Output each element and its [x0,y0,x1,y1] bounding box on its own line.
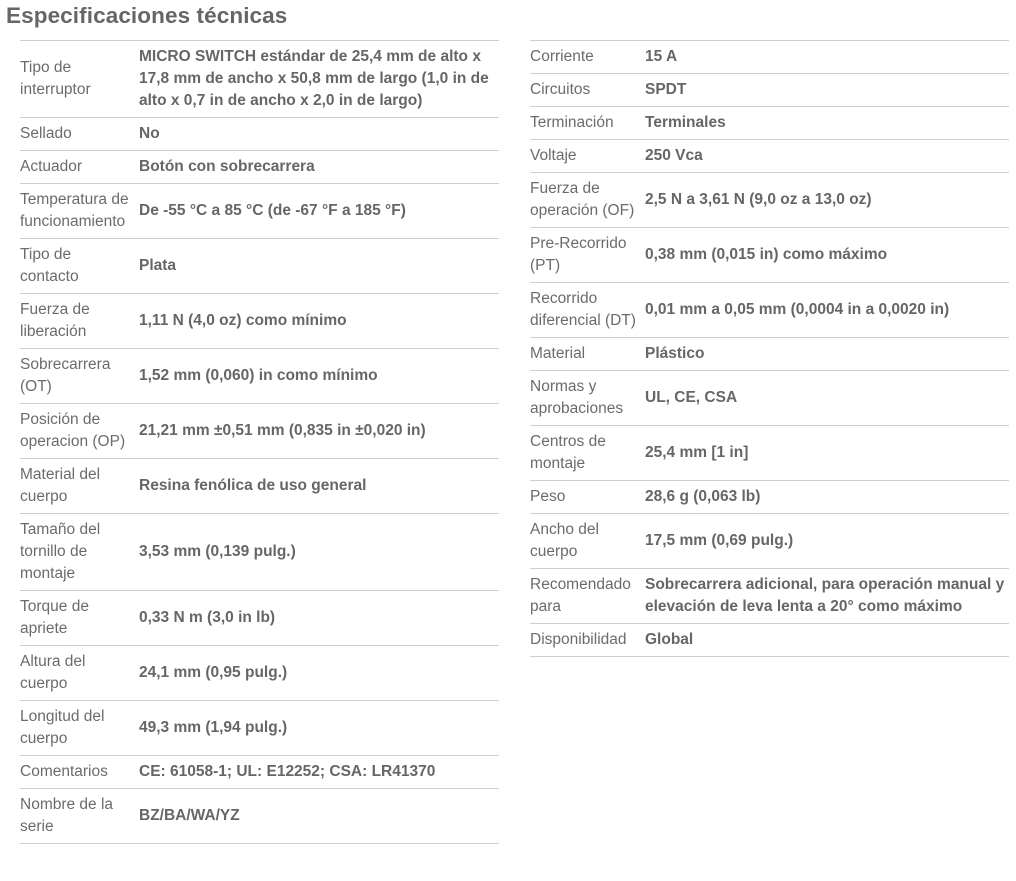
spec-row [20,404,499,459]
spec-label: Centros de montaje [530,426,645,481]
spec-value: 25,4 mm [1 in] [645,426,1009,481]
spec-value: 15 A [645,41,1009,74]
spec-row [530,426,1009,481]
spec-value: 1,52 mm (0,060) in como mínimo [139,349,499,404]
spec-value: CE: 61058-1; UL: E12252; CSA: LR41370 [139,756,499,789]
spec-label: Sobrecarrera (OT) [20,349,139,404]
spec-value: 21,21 mm ±0,51 mm (0,835 in ±0,020 in) [139,404,499,459]
spec-row [530,107,1009,140]
spec-value: MICRO SWITCH estándar de 25,4 mm de alto x 17,8 mm de ancho x 50,8 mm de largo (1,0 in de alto x 0,7 in de ancho x 2,0 in de largo) [139,41,499,118]
spec-row [20,239,499,294]
spec-row [530,41,1009,74]
spec-label: Material del cuerpo [20,459,139,514]
spec-row [20,41,499,118]
spec-row [20,591,499,646]
spec-row [20,789,499,844]
spec-value: SPDT [645,74,1009,107]
spec-label: Disponibilidad [530,624,645,657]
spec-row [20,756,499,789]
spec-label: Tipo de interruptor [20,41,139,118]
spec-value: De -55 °C a 85 °C (de -67 °F a 185 °F) [139,184,499,239]
spec-row [530,371,1009,426]
spec-row [530,74,1009,107]
spec-label: Voltaje [530,140,645,173]
spec-column-left [20,40,499,844]
spec-row [20,118,499,151]
spec-row [530,569,1009,624]
spec-value: Plata [139,239,499,294]
spec-row [20,294,499,349]
spec-value: UL, CE, CSA [645,371,1009,426]
spec-row [530,624,1009,657]
spec-label: Ancho del cuerpo [530,514,645,569]
spec-value: Resina fenólica de uso general [139,459,499,514]
spec-row [530,481,1009,514]
spec-row [530,338,1009,371]
spec-value: Terminales [645,107,1009,140]
spec-value: 28,6 g (0,063 lb) [645,481,1009,514]
spec-label: Fuerza de operación (OF) [530,173,645,228]
spec-value: 17,5 mm (0,69 pulg.) [645,514,1009,569]
spec-row [530,514,1009,569]
spec-label: Nombre de la serie [20,789,139,844]
spec-label: Recomendado para [530,569,645,624]
spec-label: Pre-Recorrido (PT) [530,228,645,283]
spec-label: Sellado [20,118,139,151]
spec-value: 250 Vca [645,140,1009,173]
spec-row [530,140,1009,173]
spec-value: 24,1 mm (0,95 pulg.) [139,646,499,701]
spec-row [530,173,1009,228]
spec-label: Tipo de contacto [20,239,139,294]
spec-table-right [530,40,1009,657]
spec-column-right [530,40,1009,657]
spec-row [20,646,499,701]
spec-value: 1,11 N (4,0 oz) como mínimo [139,294,499,349]
spec-label: Torque de apriete [20,591,139,646]
spec-label: Altura del cuerpo [20,646,139,701]
spec-label: Fuerza de liberación [20,294,139,349]
spec-row [20,349,499,404]
page-title: Especificaciones técnicas [6,3,288,28]
spec-value: 2,5 N a 3,61 N (9,0 oz a 13,0 oz) [645,173,1009,228]
spec-value: 0,33 N m (3,0 in lb) [139,591,499,646]
spec-row [20,514,499,591]
spec-value: 3,53 mm (0,139 pulg.) [139,514,499,591]
spec-label: Actuador [20,151,139,184]
spec-row [530,283,1009,338]
spec-label: Tamaño del tornillo de montaje [20,514,139,591]
spec-label: Recorrido diferencial (DT) [530,283,645,338]
spec-label: Normas y aprobaciones [530,371,645,426]
spec-row [530,228,1009,283]
spec-row [20,459,499,514]
spec-row [20,184,499,239]
spec-row [20,151,499,184]
spec-row [20,701,499,756]
spec-label: Temperatura de funcionamiento [20,184,139,239]
spec-value: BZ/BA/WA/YZ [139,789,499,844]
spec-value: Sobrecarrera adicional, para operación manual y elevación de leva lenta a 20° como máximo [645,569,1009,624]
spec-label: Corriente [530,41,645,74]
spec-value: 0,01 mm a 0,05 mm (0,0004 in a 0,0020 in) [645,283,1009,338]
spec-label: Terminación [530,107,645,140]
spec-value: Botón con sobrecarrera [139,151,499,184]
spec-label: Longitud del cuerpo [20,701,139,756]
spec-table-left [20,40,499,844]
spec-label: Circuitos [530,74,645,107]
spec-value: No [139,118,499,151]
spec-value: Global [645,624,1009,657]
spec-label: Posición de operacion (OP) [20,404,139,459]
spec-label: Comentarios [20,756,139,789]
spec-label: Peso [530,481,645,514]
spec-label: Material [530,338,645,371]
spec-value: Plástico [645,338,1009,371]
spec-value: 49,3 mm (1,94 pulg.) [139,701,499,756]
spec-value: 0,38 mm (0,015 in) como máximo [645,228,1009,283]
